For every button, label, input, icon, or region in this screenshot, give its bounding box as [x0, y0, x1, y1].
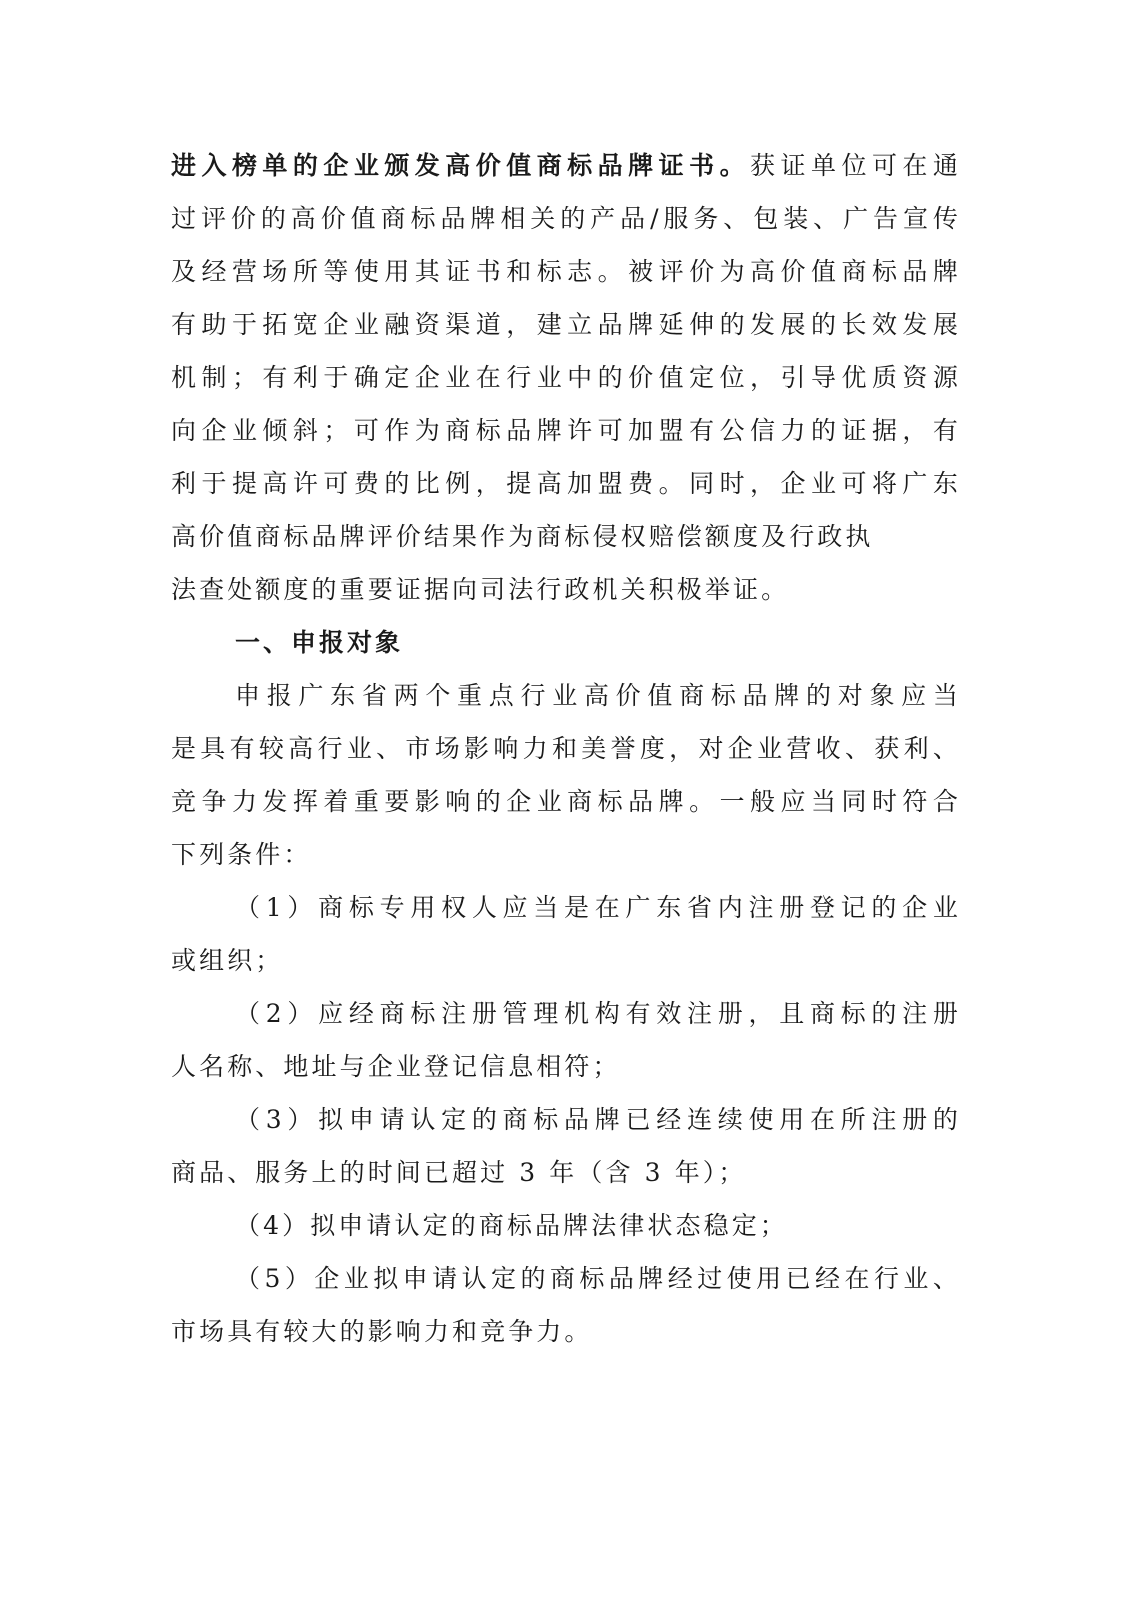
paragraph-line: 申报广东省两个重点行业高价值商标品牌的对象应当 [235, 681, 961, 710]
paragraph-line: 向企业倾斜；可作为商标品牌许可加盟有公信力的证据，有 [171, 416, 961, 445]
condition-item-5-cont: 市场具有较大的影响力和竞争力。 [171, 1317, 593, 1346]
paragraph-line: 高价值商标品牌评价结果作为商标侵权赔偿额度及行政执 [171, 522, 874, 551]
paragraph-line: 利于提高许可费的比例，提高加盟费。同时，企业可将广东 [171, 469, 961, 498]
paragraph-line: 过评价的高价值商标品牌相关的产品/服务、包装、广告宣传 [171, 204, 961, 233]
paragraph-line: 有助于拓宽企业融资渠道，建立品牌延伸的发展的长效发展 [171, 310, 961, 339]
paragraph-line: 竞争力发挥着重要影响的企业商标品牌。一般应当同时符合 [171, 787, 961, 816]
condition-item-3-cont: 商品、服务上的时间已超过 3 年（含 3 年）； [171, 1158, 747, 1187]
paragraph-line: 及经营场所等使用其证书和标志。被评价为高价值商标品牌 [171, 257, 961, 286]
paragraph-line: 机制；有利于确定企业在行业中的价值定位，引导优质资源 [171, 363, 961, 392]
condition-item-2: （2）应经商标注册管理机构有效注册，且商标的注册 [235, 999, 961, 1028]
paragraph-line: 法查处额度的重要证据向司法行政机关积极举证。 [171, 575, 790, 604]
condition-item-4: （4）拟申请认定的商标品牌法律状态稳定； [235, 1211, 788, 1240]
condition-item-2-cont: 人名称、地址与企业登记信息相符； [171, 1052, 621, 1081]
condition-item-1: （1）商标专用权人应当是在广东省内注册登记的企业 [235, 893, 961, 922]
paragraph-line [171, 146, 961, 186]
paragraph-line: 是具有较高行业、市场影响力和美誉度，对企业营收、获利、 [171, 734, 961, 763]
condition-item-5: （5）企业拟申请认定的商标品牌经过使用已经在行业、 [235, 1264, 961, 1293]
paragraph-line: 下列条件： [171, 840, 312, 869]
condition-item-3: （3）拟申请认定的商标品牌已经连续使用在所注册的 [235, 1105, 961, 1134]
condition-item-1-cont: 或组织； [171, 946, 284, 975]
section-heading: 一、申报对象 [235, 628, 404, 657]
bold-lead-text: 进入榜单的企业颁发高价值商标品牌证书。 [171, 151, 751, 180]
line-rest-text: 获证单位可在通 [750, 151, 962, 180]
